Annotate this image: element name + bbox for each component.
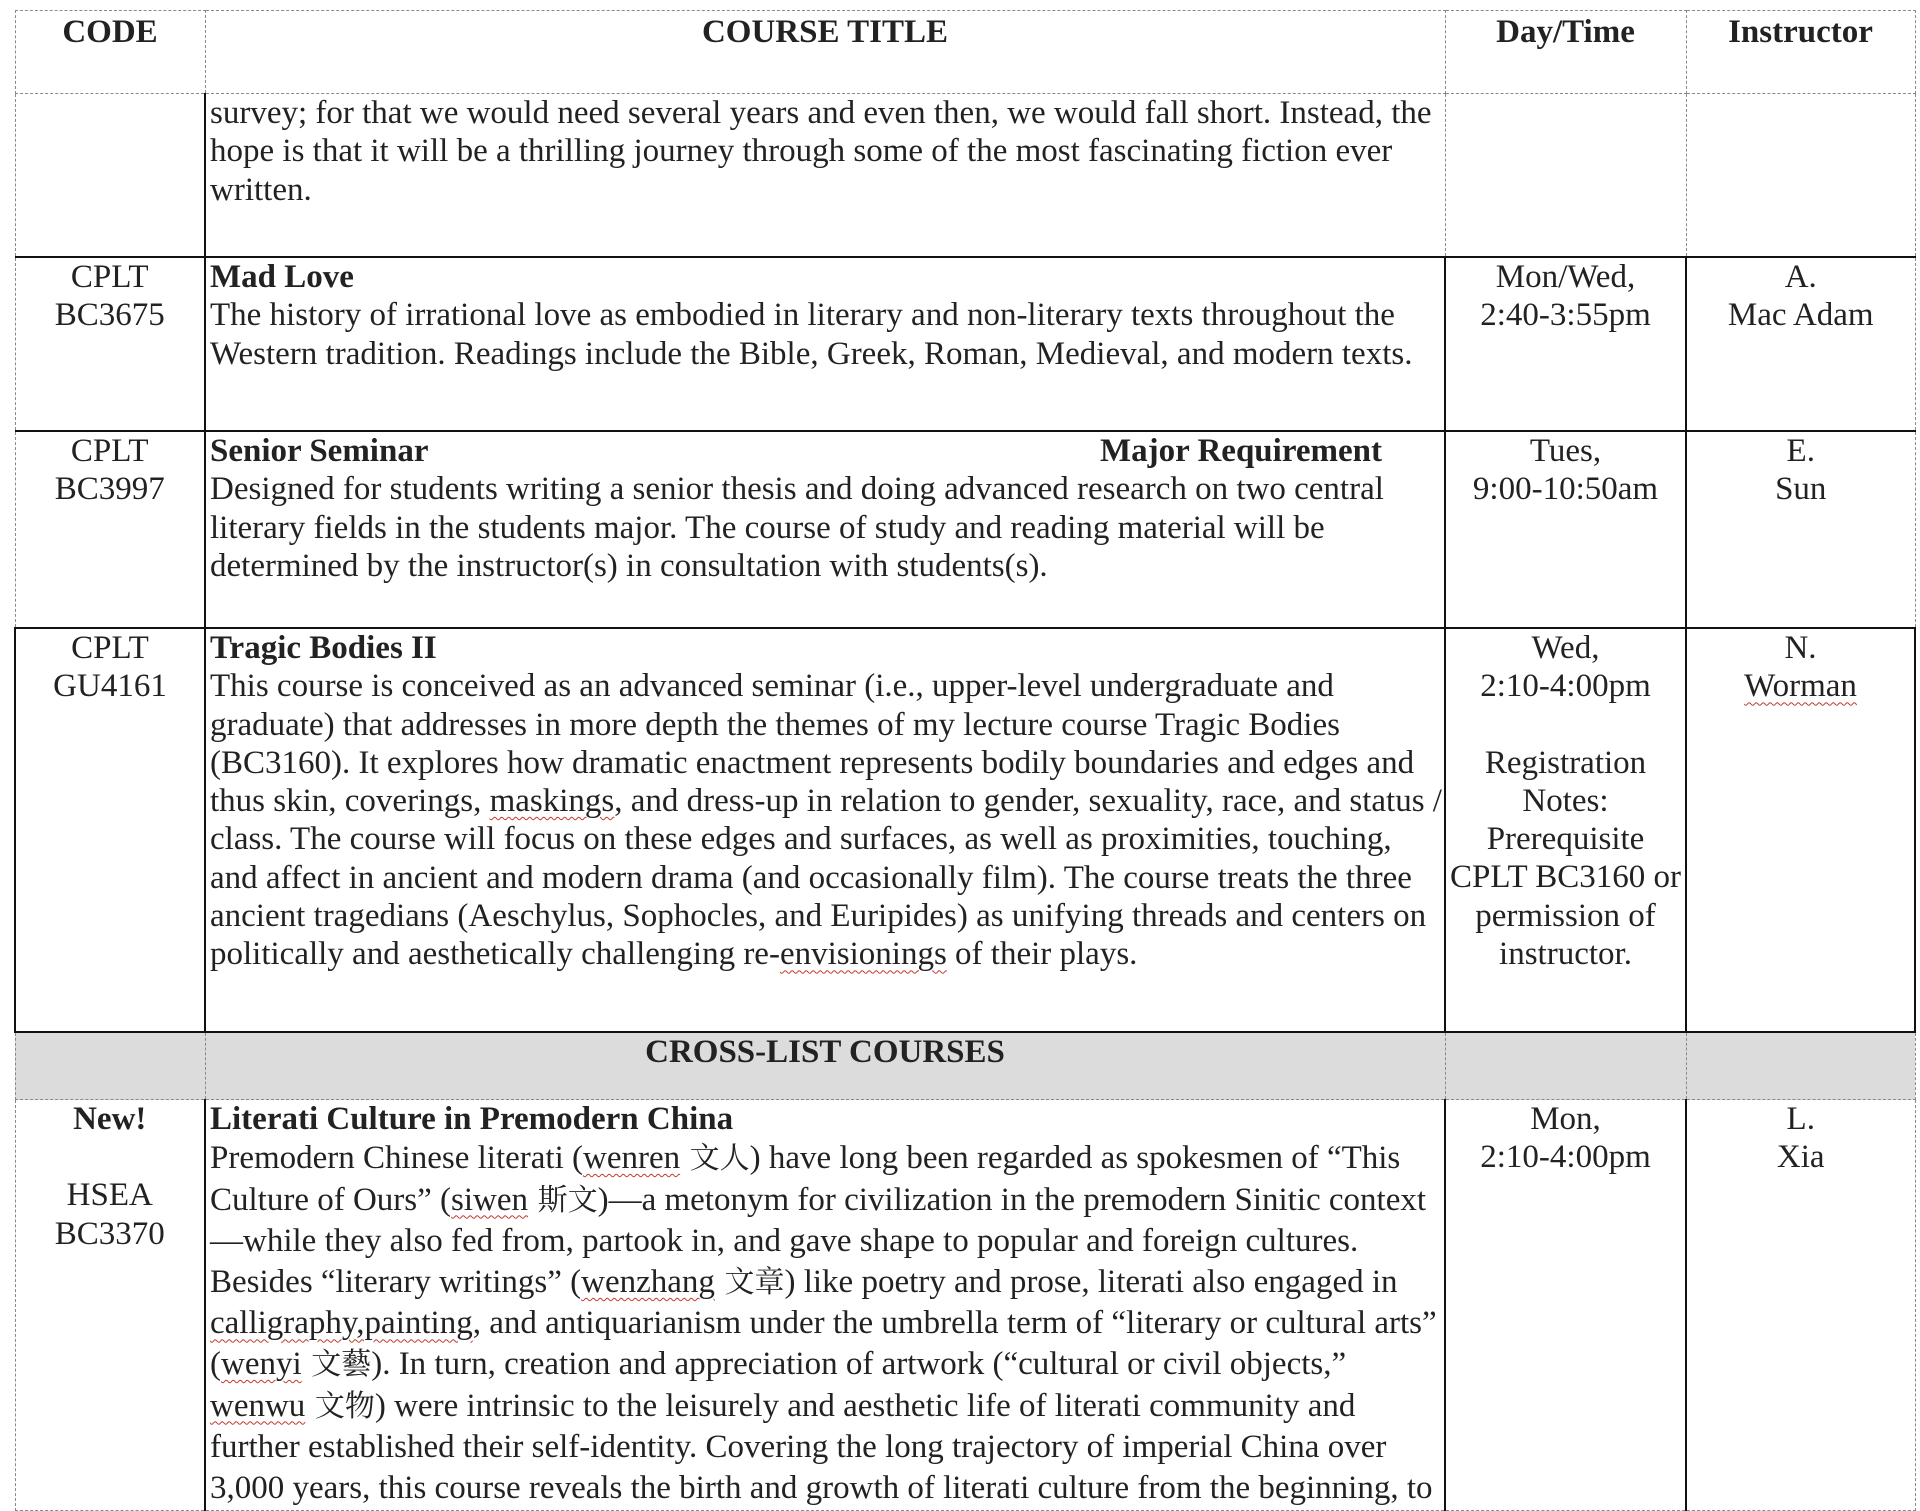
instructor-cell	[1686, 1100, 1915, 1511]
code-prefix: CPLT	[70, 259, 149, 295]
course-day: Mon,	[1530, 1101, 1601, 1137]
chinese-term: 文章	[714, 1264, 785, 1300]
day-time-cell	[1445, 257, 1686, 431]
chinese-term: 斯文	[528, 1182, 598, 1218]
spellcheck-word[interactable]: maskings	[489, 783, 615, 820]
instructor-initial: L.	[1786, 1101, 1815, 1137]
course-title: Senior Seminar	[210, 433, 429, 469]
chinese-term: 文藝	[301, 1346, 372, 1382]
code-prefix: HSEA	[66, 1177, 153, 1214]
cross-list-blank	[1445, 1032, 1686, 1100]
course-title: Mad Love	[210, 259, 354, 295]
instructor-cell	[1686, 257, 1915, 431]
instructor-name[interactable]: Worman	[1744, 668, 1857, 705]
description-text: ) like poetry and prose, literati also engaged in	[784, 1263, 1398, 1300]
course-time: 2:40-3:55pm	[1480, 297, 1651, 334]
course-title: Literati Culture in Premodern China	[210, 1101, 734, 1137]
description-text: ). In turn, creation and appreciation of artwork (“cultural or civil objects,”	[371, 1345, 1347, 1382]
description-text: ) have long been regarded as spokesmen of “This Culture of Ours” (	[210, 1140, 1401, 1218]
course-description	[210, 1138, 1442, 1508]
instructor-cell	[1686, 431, 1915, 628]
course-time: 2:10-4:00pm	[1480, 1139, 1651, 1176]
code-number: BC3675	[54, 297, 165, 334]
course-title-cell	[205, 257, 1445, 431]
course-title-line	[210, 432, 1442, 470]
table-row	[15, 257, 1915, 431]
table-row	[15, 431, 1915, 628]
instructor-initial: E.	[1786, 433, 1815, 469]
course-title: Tragic Bodies II	[210, 630, 437, 666]
header-instructor: Instructor	[1686, 11, 1915, 94]
spellcheck-word[interactable]: calligraphy,painting	[210, 1305, 473, 1342]
course-title-cell	[205, 628, 1445, 1032]
spellcheck-word[interactable]: wenren	[582, 1140, 681, 1176]
spellcheck-word[interactable]: envisionings	[779, 936, 947, 973]
cross-list-header-row	[15, 1032, 1915, 1100]
code-number: BC3997	[54, 471, 165, 508]
instructor-initial: N.	[1784, 630, 1817, 666]
course-description	[210, 667, 1442, 973]
continuation-text: survey; for that we would need several years and even then, we would fall short. Instead, the hope is that it will be a thrilling journey through some of the most fascinating fiction ever written.	[205, 94, 1445, 258]
day-time-cell	[1445, 628, 1686, 1032]
course-code	[15, 1100, 205, 1511]
day-time-cell	[1445, 431, 1686, 628]
day-time-cell	[1445, 1100, 1686, 1511]
table-header-row	[15, 11, 1915, 94]
course-code	[15, 431, 205, 628]
table-row	[15, 1100, 1915, 1511]
course-title-cell	[205, 1100, 1445, 1511]
course-code	[15, 628, 205, 1032]
cross-list-blank	[15, 1032, 205, 1100]
header-day-time: Day/Time	[1445, 11, 1686, 94]
spellcheck-word[interactable]: wenzhang	[581, 1263, 715, 1300]
code-prefix: CPLT	[70, 433, 149, 469]
description-text: of their plays.	[946, 936, 1138, 973]
spellcheck-word[interactable]: wenwu	[210, 1387, 306, 1424]
instructor-initial: A.	[1784, 259, 1817, 295]
spellcheck-word[interactable]: siwen	[451, 1181, 529, 1218]
cross-list-blank	[1686, 1032, 1915, 1100]
description-text: )—a metonym for civilization in the premodern Sinitic context—while they also fed from, partook in, and gave shape to popular and foreign cultures. Besides “literary writings” (	[210, 1181, 1427, 1300]
course-table	[14, 10, 1916, 1511]
header-code: CODE	[15, 11, 205, 94]
course-table-sheet	[14, 10, 1916, 1511]
course-title-cell	[205, 431, 1445, 628]
course-day: Tues,	[1529, 433, 1602, 469]
day-cell	[1445, 94, 1686, 258]
description-text: This course is conceived as an advanced seminar (i.e., upper-level undergraduate and graduate) that addresses in more depth the themes of my lecture course Tragic Bodies (BC3160). It explores how dramatic enactment represents bodily boundaries and edges and thus skin, coverings,	[210, 668, 1415, 820]
course-code	[15, 257, 205, 431]
header-course-title: COURSE TITLE	[205, 11, 1445, 94]
chinese-term: 文人	[680, 1141, 750, 1176]
table-row	[15, 628, 1915, 1032]
description-text: , and antiquarianism under the umbrella term of “literary or cultural arts” (	[210, 1305, 1437, 1382]
requirement-tag: Major Requirement	[1100, 433, 1382, 469]
code-number: BC3370	[54, 1215, 165, 1252]
course-description: The history of irrational love as embodied in literary and non-literary texts throughout the Western tradition. Readings include the Bible, Greek, Roman, Medieval, and modern texts.	[210, 297, 1413, 372]
registration-notes: Registration Notes: Prerequisite CPLT BC3160 or permission of instructor.	[1449, 744, 1682, 973]
instructor-name: Mac Adam	[1727, 297, 1874, 334]
cross-list-heading: CROSS-LIST COURSES	[205, 1032, 1445, 1100]
course-time: 2:10-4:00pm	[1480, 668, 1651, 705]
code-cell	[15, 94, 205, 258]
spellcheck-word[interactable]: wenyi	[221, 1345, 302, 1382]
instructor-name: Sun	[1775, 471, 1827, 508]
instructor-name: Xia	[1776, 1139, 1825, 1176]
description-text: ) were intrinsic to the leisurely and aesthetic life of literati community and further established their self-identity. Covering the long trajectory of imperial China over 3,000 years, this course reveals the birth and growth of literati culture from the beginning, to	[210, 1387, 1433, 1506]
instructor-cell	[1686, 628, 1915, 1032]
course-day: Mon/Wed,	[1495, 259, 1636, 295]
new-badge: New!	[73, 1101, 147, 1137]
code-prefix: CPLT	[71, 630, 149, 666]
description-text: Premodern Chinese literati (	[210, 1140, 583, 1176]
chinese-term: 文物	[305, 1388, 375, 1424]
course-day: Wed,	[1531, 630, 1600, 666]
code-number: GU4161	[53, 668, 167, 705]
table-row	[15, 94, 1915, 258]
description-text: , and dress-up in relation to gender, sexuality, race, and status / class. The course will focus on these edges and surfaces, as well as proximities, touching, and affect in ancient and modern drama (and occasionally film). The course treats the three ancient tragedians (Aeschylus, Sophocles, and Euripides) as unifying threads and centers on politically and aesthetically challenging re-	[210, 783, 1442, 973]
course-description: Designed for students writing a senior thesis and doing advanced research on two central literary fields in the students major. The course of study and reading material will be determined by the instructor(s) in consultation with students(s).	[210, 471, 1384, 584]
course-time: 9:00-10:50am	[1472, 471, 1659, 508]
instructor-cell	[1686, 94, 1915, 258]
